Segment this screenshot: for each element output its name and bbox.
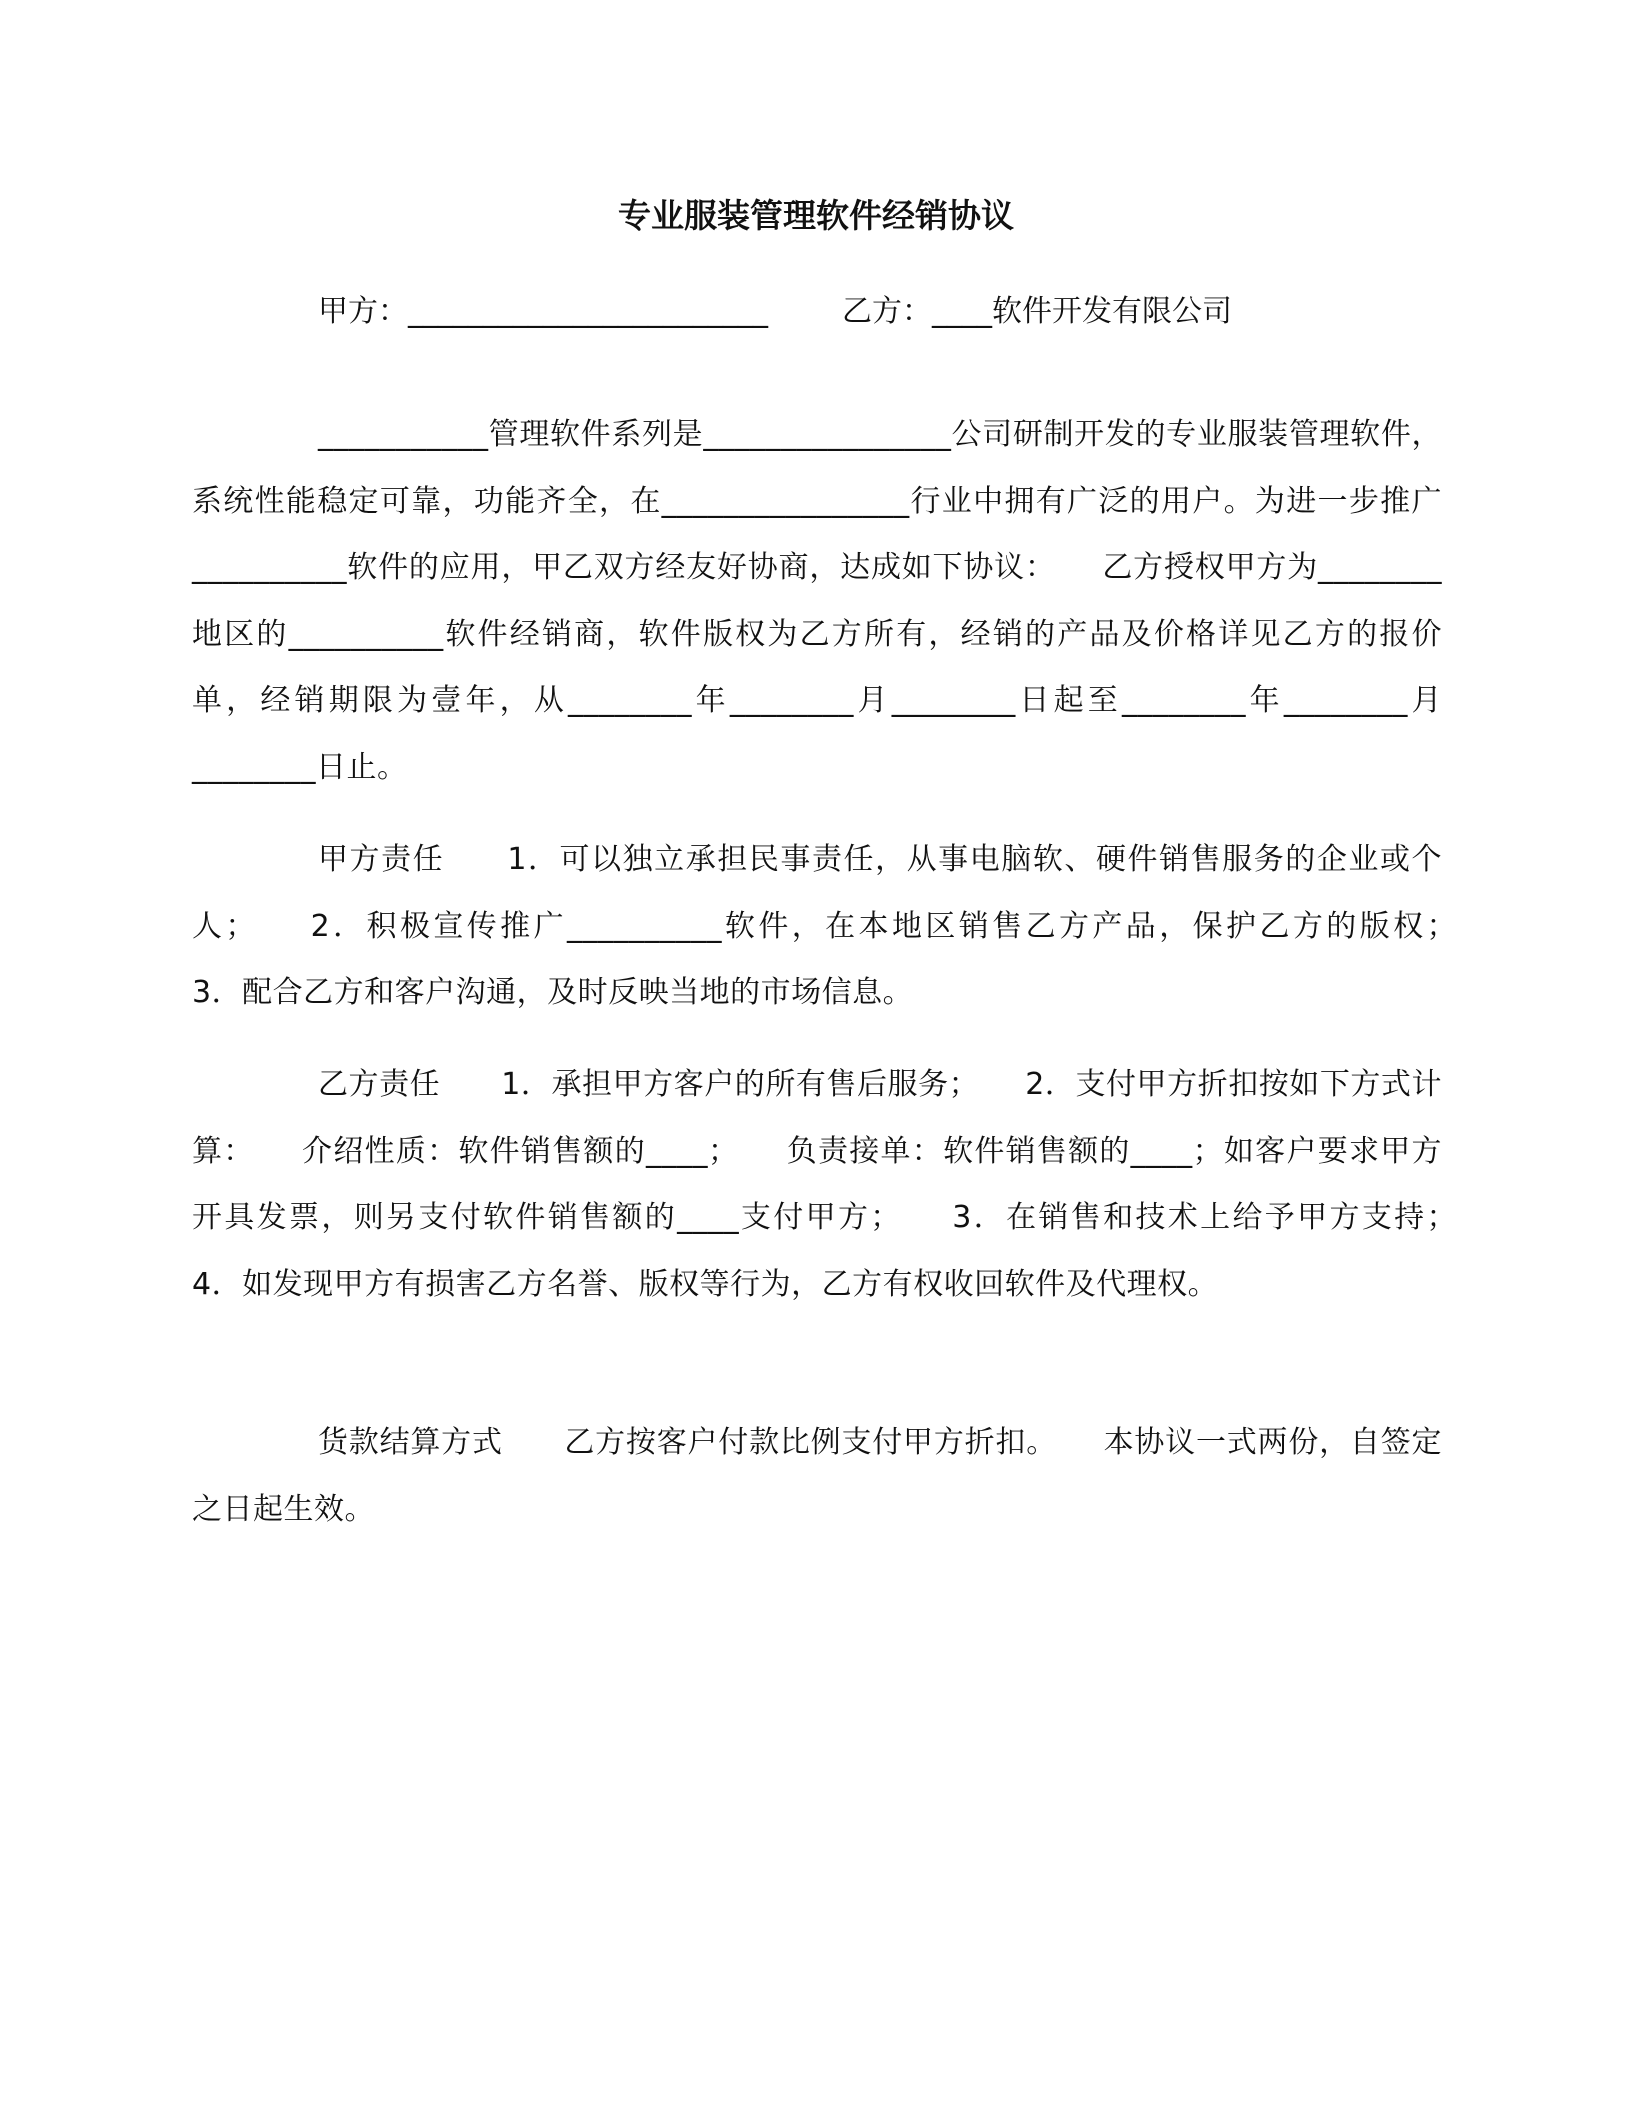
party-a-line: 甲方：________________________ xyxy=(318,294,768,329)
party-a-responsibility-paragraph: 甲方责任 1．可以独立承担民事责任，从事电脑软、硬件销售服务的企业或个人； 2．积极宣传推广__________软件，在本地区销售乙方产品，保护乙方的版权； 3．配合乙方和客户沟通，及时反映当地的市场信息。 xyxy=(192,842,1503,1010)
party-b-line: 乙方：____软件开发有限公司 xyxy=(842,294,1232,329)
party-b-responsibility-paragraph: 乙方责任 1．承担甲方客户的所有售后服务； 2．支付甲方折扣按如下方式计算： 介绍性质：软件销售额的____； 负责接单：软件销售额的____；如客户要求甲方开具发票，则另支付软件销售额的____支付甲方； 3．在销售和技术上给予甲方支持； 4．如发现甲方有损害乙方名誉、版权等行为，乙方有权收回软件及代理权。 xyxy=(192,1067,1503,1302)
intro-paragraph: ___________管理软件系列是________________公司研制开发的专业服装管理软件，系统性能稳定可靠，功能齐全，在________________行业中拥有广泛的用户。为进一步推广__________软件的应用，甲乙双方经友好协商，达成如下协议： 乙方授权甲方为________地区的__________软件经销商，软件版权为乙方所有，经销的产品及价格详见乙方的报价单，经销期限为壹年，从________年________月________日起至________年________月________日止。 xyxy=(192,417,1442,785)
document-title: 专业服装管理软件经销协议 xyxy=(618,196,1014,235)
payment-settlement-paragraph: 货款结算方式 乙方按客户付款比例支付甲方折扣。 本协议一式两份，自签定之日起生效。 xyxy=(192,1425,1442,1527)
